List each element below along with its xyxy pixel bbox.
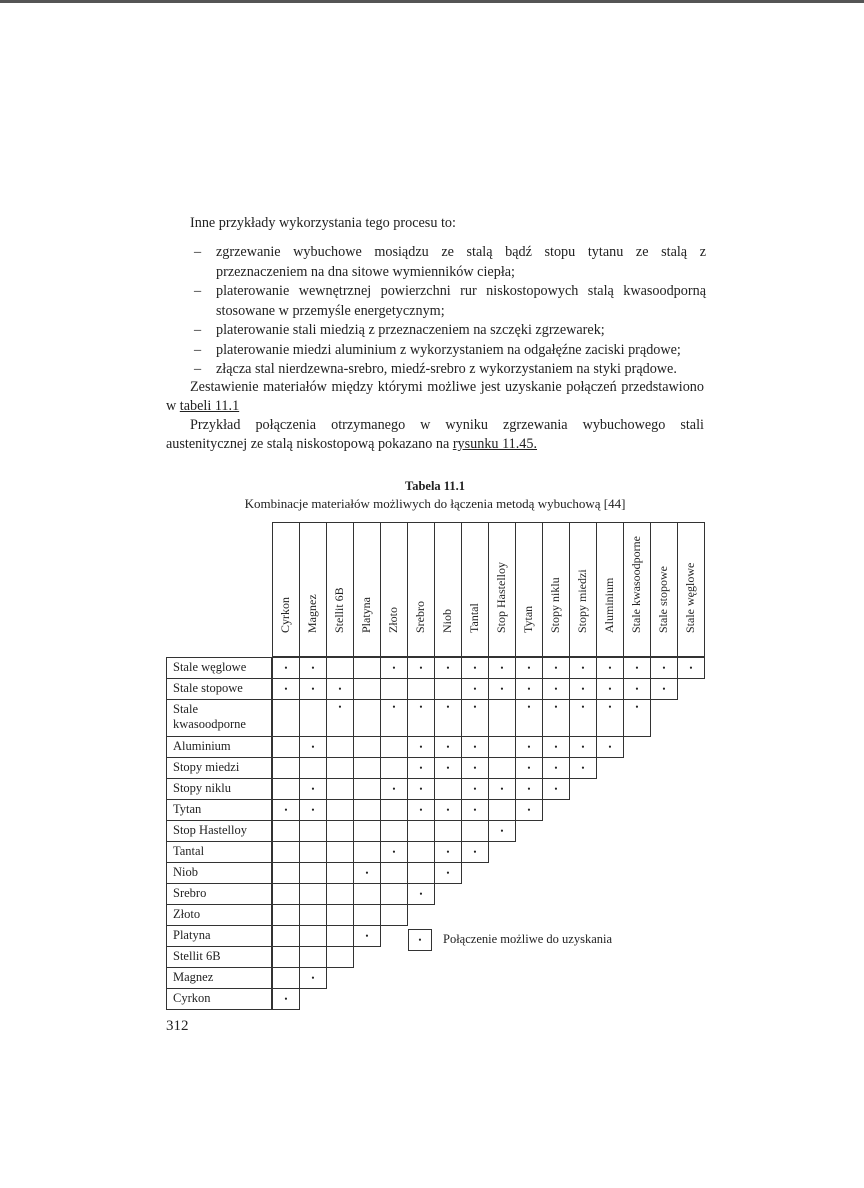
matrix-cell [326,757,354,779]
row-header: Cyrkon [166,988,272,1010]
matrix-cell-dot: • [380,841,408,863]
matrix-cell [299,757,327,779]
matrix-cell [272,841,300,863]
matrix-cell [488,699,516,737]
list-item: – platerowanie stali miedzią z przeznaczeniem na szczęki zgrzewarek; [190,321,706,341]
row-header: Niob [166,862,272,884]
matrix-cell-dot: • [515,699,543,737]
matrix-cell [272,925,300,947]
matrix-cell-dot: • [461,736,489,758]
matrix-cell-dot: • [596,657,624,679]
matrix-cell [380,736,408,758]
matrix-cell [434,820,462,842]
matrix-cell-dot: • [461,657,489,679]
matrix-cell [380,904,408,926]
matrix-cell-dot: • [542,699,570,737]
matrix-cell-dot: • [569,757,597,779]
paragraph-table-reference: Zestawienie materiałów między którymi możliwe jest uzyskanie połączeń przedstawiono w tabeli 11.1 [166,379,704,414]
matrix-cell [407,862,435,884]
column-header: Magnez [299,522,327,657]
matrix-cell [326,778,354,800]
matrix-cell-dot: • [380,778,408,800]
matrix-cell-dot: • [569,657,597,679]
matrix-cell [407,678,435,700]
matrix-cell [299,699,327,737]
matrix-cell [326,736,354,758]
matrix-cell-dot: • [461,699,489,737]
matrix-cell-dot: • [434,657,462,679]
matrix-cell [407,820,435,842]
matrix-cell-dot: • [272,988,300,1010]
matrix-cell [299,925,327,947]
matrix-cell [353,883,381,905]
matrix-cell [353,799,381,821]
matrix-cell-dot: • [299,778,327,800]
bullet-dash: – [194,361,202,377]
matrix-cell [272,946,300,968]
row-header: Tytan [166,799,272,821]
row-header: Stale węglowe [166,657,272,679]
matrix-cell-dot: • [488,678,516,700]
matrix-cell-dot: • [596,736,624,758]
matrix-cell [380,799,408,821]
matrix-cell-dot: • [407,799,435,821]
matrix-cell [380,862,408,884]
matrix-cell [326,799,354,821]
column-header: Stale kwasoodporne [623,522,651,657]
matrix-cell [326,946,354,968]
column-header: Stale węglowe [677,522,705,657]
matrix-cell [353,820,381,842]
matrix-cell [326,862,354,884]
matrix-cell [326,820,354,842]
bullet-dash: – [194,341,202,358]
matrix-cell-dot: • [542,657,570,679]
matrix-cell [272,778,300,800]
column-header: Aluminium [596,522,624,657]
matrix-cell-dot: • [515,757,543,779]
list-item: – platerowanie wewnętrznej powierzchni rur niskostopowych stalą kwasoodporną stosowane w przemyśle energetycznym; [194,283,706,319]
legend-symbol: • [408,929,432,951]
matrix-cell-dot: • [434,862,462,884]
matrix-cell [326,657,354,679]
matrix-cell [272,883,300,905]
matrix-cell [353,736,381,758]
matrix-cell-dot: • [407,699,435,737]
matrix-cell-dot: • [461,778,489,800]
legend-text: Połączenie możliwe do uzyskania [443,932,613,946]
matrix-cell-dot: • [353,925,381,947]
matrix-cell [380,883,408,905]
matrix-cell-dot: • [515,678,543,700]
column-header: Stale stopowe [650,522,678,657]
matrix-cell-dot: • [380,657,408,679]
row-header: Tantal [166,841,272,863]
matrix-cell-dot: • [596,699,624,737]
row-header: Złoto [166,904,272,926]
column-header: Stopy miedzi [569,522,597,657]
table-link[interactable]: tabeli 11.1 [179,398,240,414]
matrix-cell-dot: • [596,678,624,700]
matrix-cell-dot: • [326,678,354,700]
column-header: Złoto [380,522,408,657]
matrix-cell [272,699,300,737]
matrix-cell-dot: • [326,699,354,737]
row-header: Aluminium [166,736,272,758]
matrix-cell-dot: • [272,657,300,679]
matrix-cell-dot: • [299,799,327,821]
matrix-cell-dot: • [434,699,462,737]
matrix-cell [407,841,435,863]
column-header: Tantal [461,522,489,657]
matrix-cell [353,904,381,926]
column-header: Stop Hastelloy [488,522,516,657]
matrix-cell-dot: • [461,799,489,821]
matrix-cell-dot: • [488,657,516,679]
matrix-cell-dot: • [299,657,327,679]
matrix-cell [461,820,489,842]
matrix-cell [299,862,327,884]
matrix-cell [299,904,327,926]
intro-text: Inne przykłady wykorzystania tego procesu to: [190,215,456,231]
matrix-cell [272,967,300,989]
figure-link[interactable]: rysunku 11.45. [452,436,538,452]
matrix-cell [353,657,381,679]
matrix-cell [299,841,327,863]
table-title: Tabela 11.1 [405,479,465,493]
matrix-cell [380,820,408,842]
matrix-cell [380,757,408,779]
matrix-cell [272,904,300,926]
matrix-cell-dot: • [434,841,462,863]
bullet-list [190,243,706,380]
matrix-cell [326,904,354,926]
matrix-cell-dot: • [650,678,678,700]
matrix-cell-dot: • [515,736,543,758]
page-number: 312 [166,1018,189,1034]
matrix-cell-dot: • [299,736,327,758]
matrix-cell-dot: • [650,657,678,679]
matrix-cell-dot: • [515,778,543,800]
row-header: Magnez [166,967,272,989]
matrix-cell-dot: • [353,862,381,884]
bullet-dash: – [194,322,202,338]
matrix-cell-dot: • [434,799,462,821]
matrix-cell-dot: • [299,967,327,989]
matrix-cell [353,841,381,863]
matrix-cell [353,699,381,737]
matrix-cell-dot: • [542,678,570,700]
matrix-cell-dot: • [623,699,651,737]
column-header: Cyrkon [272,522,300,657]
matrix-cell-dot: • [515,657,543,679]
matrix-cell-dot: • [272,799,300,821]
matrix-cell [299,883,327,905]
column-header: Niob [434,522,462,657]
scan-top-edge [0,0,864,3]
list-item: – zgrzewanie wybuchowe mosiądzu ze stalą bądź stopu tytanu ze stalą z przeznaczeniem na dna sitowe wymienników ciepła; [194,244,706,280]
matrix-cell-dot: • [542,778,570,800]
row-header: Platyna [166,925,272,947]
matrix-cell-dot: • [461,678,489,700]
row-header: Stellit 6B [166,946,272,968]
row-header: Stale stopowe [166,678,272,700]
matrix-cell-dot: • [542,736,570,758]
list-item: – złącza stal nierdzewna-srebro, miedź-srebro z wykorzystaniem na styki prądowe. [190,360,706,380]
paragraph-figure-reference: Przykład połączenia otrzymanego w wyniku zgrzewania wybuchowego stali austenitycznej ze stalą niskostopową pokazano na rysunku 11.45. [166,417,704,452]
matrix-cell-dot: • [407,757,435,779]
matrix-cell-dot: • [407,883,435,905]
matrix-cell-dot: • [488,778,516,800]
bullet-dash: – [194,283,202,299]
column-header: Tytan [515,522,543,657]
row-header: Stopy niklu [166,778,272,800]
column-header: Srebro [407,522,435,657]
matrix-cell-dot: • [677,657,705,679]
row-header: Stopy miedzi [166,757,272,779]
matrix-cell [326,841,354,863]
matrix-cell-dot: • [299,678,327,700]
row-header: Srebro [166,883,272,905]
matrix-cell [272,862,300,884]
matrix-cell [488,736,516,758]
matrix-cell-dot: • [623,678,651,700]
matrix-cell-dot: • [515,799,543,821]
matrix-cell [488,757,516,779]
bullet-dash: – [194,244,202,260]
matrix-cell [353,678,381,700]
matrix-cell-dot: • [542,757,570,779]
matrix-cell-dot: • [407,778,435,800]
column-header: Stopy niklu [542,522,570,657]
matrix-cell [299,946,327,968]
list-item: – platerowanie miedzi aluminium z wykorzystaniem na odgałęźne zaciski prądowe; [190,341,706,361]
matrix-cell [299,820,327,842]
matrix-cell-dot: • [272,678,300,700]
matrix-cell [434,778,462,800]
matrix-cell-dot: • [569,736,597,758]
matrix-cell-dot: • [461,841,489,863]
matrix-cell [488,799,516,821]
matrix-cell-dot: • [407,657,435,679]
matrix-cell-dot: • [380,699,408,737]
matrix-cell-dot: • [569,699,597,737]
matrix-cell [272,820,300,842]
matrix-cell [326,925,354,947]
matrix-cell-dot: • [434,736,462,758]
matrix-cell [326,883,354,905]
column-header: Stellit 6B [326,522,354,657]
matrix-cell-dot: • [623,657,651,679]
row-header: Stop Hastelloy [166,820,272,842]
matrix-cell [380,678,408,700]
matrix-cell [272,757,300,779]
matrix-cell [272,736,300,758]
matrix-cell [353,757,381,779]
matrix-cell-dot: • [434,757,462,779]
matrix-cell [434,678,462,700]
matrix-cell-dot: • [461,757,489,779]
column-header: Platyna [353,522,381,657]
matrix-cell-dot: • [488,820,516,842]
matrix-cell [353,778,381,800]
matrix-cell-dot: • [569,678,597,700]
table-subtitle: Kombinacje materiałów możliwych do łączenia metodą wybuchową [44] [244,496,626,511]
matrix-cell-dot: • [407,736,435,758]
row-header: Stale kwasoodporne [166,699,272,737]
